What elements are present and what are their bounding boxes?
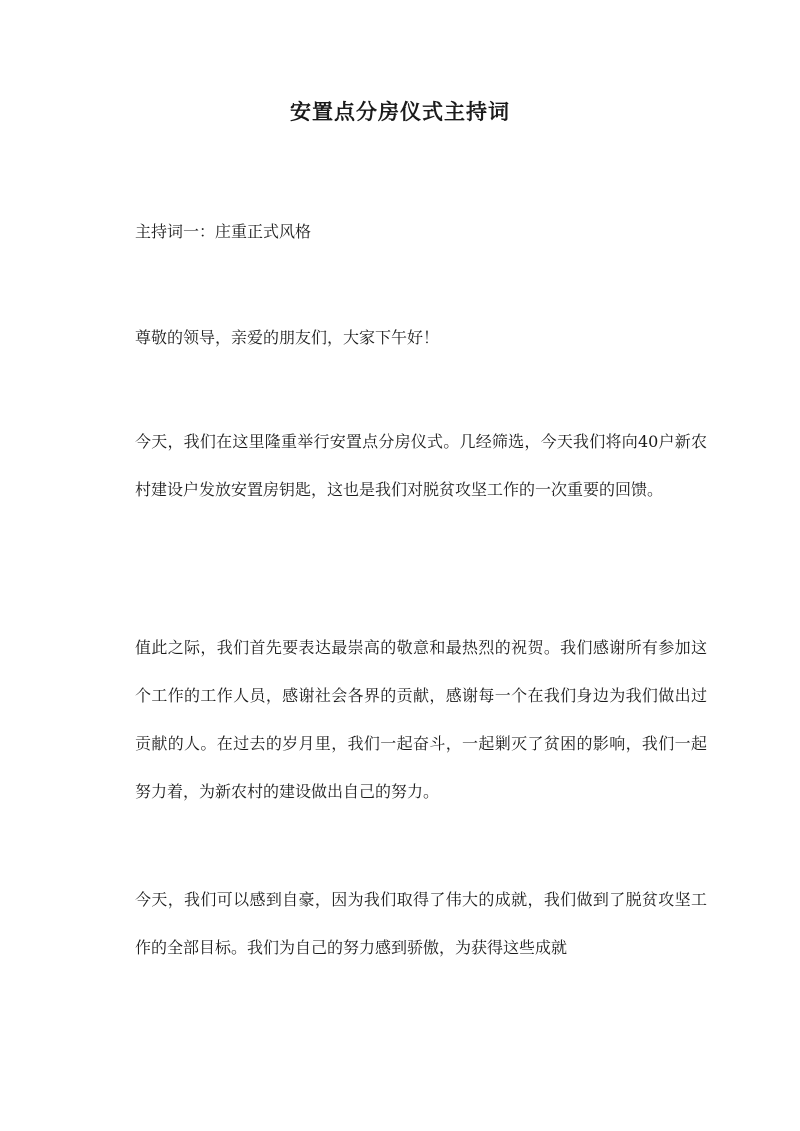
document-title: 安置点分房仪式主持词 (290, 99, 510, 124)
section-heading: 主持词一：庄重正式风格 (135, 222, 312, 241)
greeting-paragraph: 尊敬的领导，亲爱的朋友们，大家下午好！ (135, 328, 440, 347)
paragraph-1: 今天，我们在这里隆重举行安置点分房仪式。几经筛选，今天我们将向40户新农村建设户发放安置房钥匙，这也是我们对脱贫攻坚工作的一次重要的回馈。 (135, 432, 707, 499)
paragraph-2: 值此之际，我们首先要表达最崇高的敬意和最热烈的祝贺。我们感谢所有参加这个工作的工作人员，感谢社会各界的贡献，感谢每一个在我们身边为我们做出过贡献的人。在过去的岁月里，我们一起奋斗，一起剿灭了贫困的影响，我们一起努力着，为新农村的建设做出自己的努力。 (135, 638, 707, 801)
paragraph-3: 今天，我们可以感到自豪，因为我们取得了伟大的成就，我们做到了脱贫攻坚工作的全部目标。我们为自己的努力感到骄傲，为获得这些成就 (135, 890, 707, 957)
